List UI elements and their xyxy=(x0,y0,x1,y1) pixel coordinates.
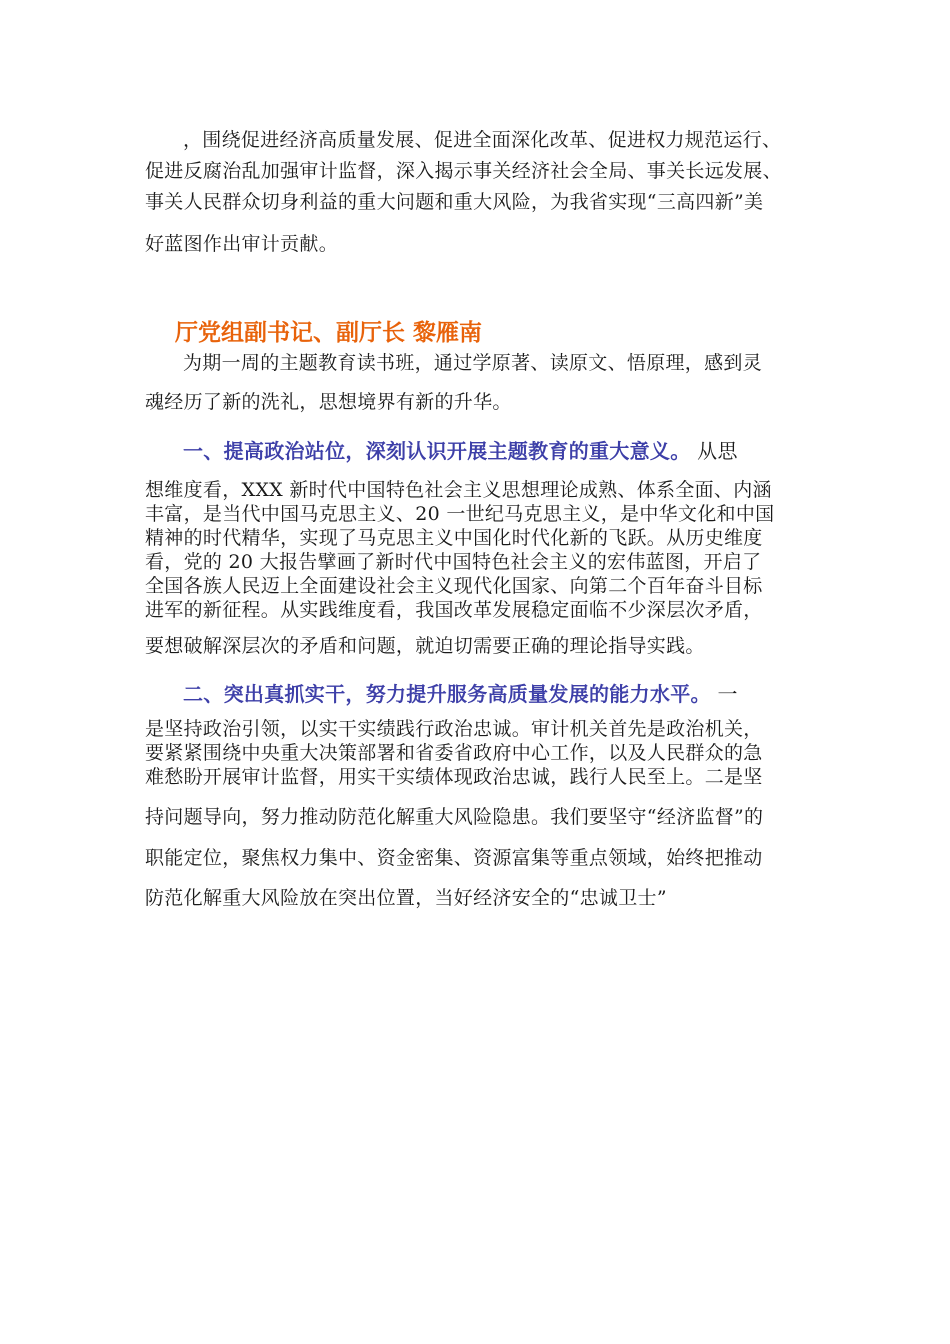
section1-first-tail: 从思 xyxy=(697,439,738,463)
section2-first-tail: 一 xyxy=(717,682,738,706)
opening-line: 魂经历了新的洗礼，思想境界有新的升华。 xyxy=(145,391,512,413)
section1-line: 丰富，是当代中国马克思主义、20 一世纪马克思主义，是中华文化和中国 xyxy=(145,503,775,525)
section1-first-line xyxy=(183,439,738,463)
section1-title: 一、提高政治站位，深刻认识开展主题教育的重大意义。 xyxy=(183,439,691,463)
section2-line: 是坚持政治引领，以实干实绩践行政治忠诚。审计机关首先是政治机关， xyxy=(145,718,763,740)
section2-line: 持问题导向，努力推动防范化解重大风险隐患。我们要坚守“经济监督”的 xyxy=(145,806,764,828)
section2-line: 防范化解重大风险放在突出位置，当好经济安全的“忠诚卫士” xyxy=(145,887,667,909)
opening-line: 为期一周的主题教育读书班，通过学原著、读原文、悟原理，感到灵 xyxy=(183,352,763,374)
section1-line: 要想破解深层次的矛盾和问题，就迫切需要正确的理论指导实践。 xyxy=(145,635,705,657)
section1-line: 进军的新征程。从实践维度看，我国改革发展稳定面临不少深层次矛盾， xyxy=(145,599,763,621)
section1-line: 看，党的 20 大报告擘画了新时代中国特色社会主义的宏伟蓝图，开启了 xyxy=(145,551,762,573)
section2-line: 要紧紧围绕中央重大决策部署和省委省政府中心工作，以及人民群众的急 xyxy=(145,742,763,764)
section2-title: 二、突出真抓实干，努力提升服务高质量发展的能力水平。 xyxy=(183,682,711,706)
section1-line: 想维度看，XXX 新时代中国特色社会主义思想理论成熟、体系全面、内涵 xyxy=(145,479,772,501)
section2-line: 难愁盼开展审计监督，用实干实绩体现政治忠诚，践行人民至上。二是坚 xyxy=(145,766,763,788)
section2-line: 职能定位，聚焦权力集中、资金密集、资源富集等重点领域，始终把推动 xyxy=(145,847,763,869)
intro-line: 事关人民群众切身利益的重大问题和重大风险，为我省实现“三高四新”美 xyxy=(145,191,764,213)
section1-line: 全国各族人民迈上全面建设社会主义现代化国家、向第二个百年奋斗目标 xyxy=(145,575,763,597)
section2-first-line xyxy=(183,682,738,706)
section1-line: 精神的时代精华，实现了马克思主义中国化时代化新的飞跃。从历史维度 xyxy=(145,527,763,549)
intro-line: 好蓝图作出审计贡献。 xyxy=(145,233,339,255)
intro-line: ，围绕促进经济高质量发展、促进全面深化改革、促进权力规范运行、 xyxy=(183,129,782,151)
intro-line: 促进反腐治乱加强审计监督，深入揭示事关经济社会全局、事关长远发展、 xyxy=(145,160,782,182)
speaker-heading: 厅党组副书记、副厅长 黎雁南 xyxy=(175,320,483,346)
